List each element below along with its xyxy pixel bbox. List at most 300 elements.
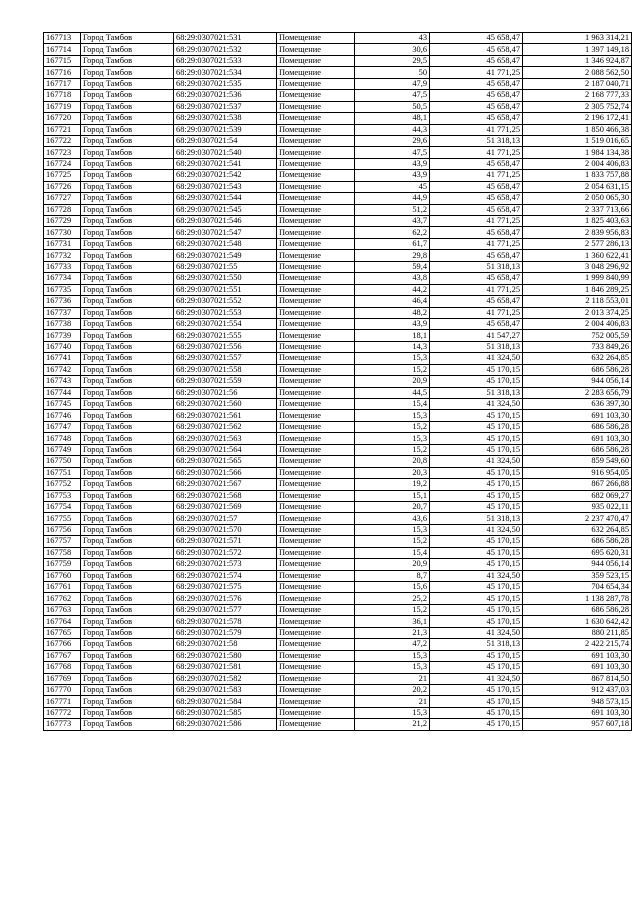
- cell-cadastral-value: 695 620,31: [523, 547, 632, 558]
- cell-area: 29,8: [355, 250, 430, 261]
- cell-unit-value: 45 658,47: [430, 296, 523, 307]
- cell-cadastral-value: 2 422 215,74: [523, 639, 632, 650]
- cell-cadastral-number: 68:29:0307021:542: [174, 170, 277, 181]
- cell-area: 48,2: [355, 307, 430, 318]
- cell-cadastral-value: 733 849,26: [523, 341, 632, 352]
- cell-unit-value: 45 170,15: [430, 582, 523, 593]
- cell-cadastral-value: 752 005,59: [523, 330, 632, 341]
- cell-city: Город Тамбов: [81, 627, 174, 638]
- cell-city: Город Тамбов: [81, 353, 174, 364]
- table-row: [44, 387, 632, 398]
- table-row: [44, 353, 632, 364]
- cell-row-id: 167757: [44, 536, 81, 547]
- cell-cadastral-number: 68:29:0307021:571: [174, 536, 277, 547]
- cell-area: 50: [355, 67, 430, 78]
- cell-unit-value: 45 658,47: [430, 204, 523, 215]
- cell-cadastral-value: 1 963 314,21: [523, 33, 632, 44]
- cell-cadastral-value: 859 549,60: [523, 456, 632, 467]
- cell-cadastral-number: 68:29:0307021:577: [174, 604, 277, 615]
- cell-object-type: Помещение: [277, 67, 355, 78]
- cell-object-type: Помещение: [277, 547, 355, 558]
- cell-object-type: Помещение: [277, 55, 355, 66]
- cell-city: Город Тамбов: [81, 33, 174, 44]
- table-row: [44, 467, 632, 478]
- cell-cadastral-value: 2 577 286,13: [523, 238, 632, 249]
- cell-cadastral-number: 68:29:0307021:561: [174, 410, 277, 421]
- cell-row-id: 167749: [44, 444, 81, 455]
- cell-object-type: Помещение: [277, 467, 355, 478]
- table-row: [44, 479, 632, 490]
- cell-row-id: 167739: [44, 330, 81, 341]
- cell-city: Город Тамбов: [81, 456, 174, 467]
- cell-unit-value: 41 324,50: [430, 524, 523, 535]
- cell-unit-value: 41 771,25: [430, 307, 523, 318]
- cell-area: 21,2: [355, 719, 430, 730]
- table-row: [44, 273, 632, 284]
- cell-cadastral-number: 68:29:0307021:54: [174, 135, 277, 146]
- cell-unit-value: 45 170,15: [430, 650, 523, 661]
- cell-area: 8,7: [355, 570, 430, 581]
- cell-unit-value: 45 658,47: [430, 113, 523, 124]
- cell-area: 47,5: [355, 147, 430, 158]
- cell-unit-value: 41 771,25: [430, 67, 523, 78]
- cell-unit-value: 45 170,15: [430, 662, 523, 673]
- cell-city: Город Тамбов: [81, 433, 174, 444]
- table-row: [44, 376, 632, 387]
- table-row: [44, 650, 632, 661]
- cell-city: Город Тамбов: [81, 238, 174, 249]
- cell-row-id: 167727: [44, 193, 81, 204]
- cell-object-type: Помещение: [277, 707, 355, 718]
- table-row: [44, 193, 632, 204]
- cell-object-type: Помещение: [277, 204, 355, 215]
- cell-area: 15,3: [355, 524, 430, 535]
- cell-city: Город Тамбов: [81, 90, 174, 101]
- cell-city: Город Тамбов: [81, 135, 174, 146]
- cell-area: 21,3: [355, 627, 430, 638]
- cell-city: Город Тамбов: [81, 559, 174, 570]
- cell-city: Город Тамбов: [81, 547, 174, 558]
- cell-area: 15,4: [355, 547, 430, 558]
- cell-unit-value: 45 170,15: [430, 547, 523, 558]
- cell-row-id: 167737: [44, 307, 81, 318]
- cell-area: 44,3: [355, 124, 430, 135]
- cell-area: 43,9: [355, 318, 430, 329]
- cell-object-type: Помещение: [277, 227, 355, 238]
- cell-city: Город Тамбов: [81, 479, 174, 490]
- cell-unit-value: 45 658,47: [430, 193, 523, 204]
- cell-cadastral-value: 686 586,28: [523, 421, 632, 432]
- cell-cadastral-value: 912 437,03: [523, 684, 632, 695]
- cell-row-id: 167736: [44, 296, 81, 307]
- cell-cadastral-number: 68:29:0307021:574: [174, 570, 277, 581]
- cell-area: 43,6: [355, 513, 430, 524]
- table-row: [44, 639, 632, 650]
- cell-object-type: Помещение: [277, 387, 355, 398]
- cell-city: Город Тамбов: [81, 650, 174, 661]
- cell-city: Город Тамбов: [81, 364, 174, 375]
- cell-area: 15,3: [355, 707, 430, 718]
- table-row: [44, 662, 632, 673]
- cell-object-type: Помещение: [277, 330, 355, 341]
- cell-area: 21: [355, 696, 430, 707]
- cell-object-type: Помещение: [277, 421, 355, 432]
- cell-cadastral-value: 2 305 752,74: [523, 101, 632, 112]
- cell-area: 44,2: [355, 284, 430, 295]
- cell-row-id: 167770: [44, 684, 81, 695]
- cell-cadastral-value: 691 103,30: [523, 662, 632, 673]
- cell-city: Город Тамбов: [81, 593, 174, 604]
- cell-unit-value: 45 170,15: [430, 410, 523, 421]
- cell-cadastral-number: 68:29:0307021:535: [174, 78, 277, 89]
- cell-cadastral-number: 68:29:0307021:562: [174, 421, 277, 432]
- table-row: [44, 582, 632, 593]
- cell-unit-value: 45 170,15: [430, 364, 523, 375]
- cell-unit-value: 45 170,15: [430, 479, 523, 490]
- cell-area: 15,2: [355, 421, 430, 432]
- cell-city: Город Тамбов: [81, 216, 174, 227]
- cell-city: Город Тамбов: [81, 227, 174, 238]
- cell-row-id: 167722: [44, 135, 81, 146]
- cell-unit-value: 45 658,47: [430, 101, 523, 112]
- cell-unit-value: 51 318,13: [430, 387, 523, 398]
- cell-city: Город Тамбов: [81, 318, 174, 329]
- cell-row-id: 167725: [44, 170, 81, 181]
- cell-unit-value: 45 658,47: [430, 318, 523, 329]
- cell-city: Город Тамбов: [81, 170, 174, 181]
- cell-cadastral-value: 948 573,15: [523, 696, 632, 707]
- cell-unit-value: 51 318,13: [430, 261, 523, 272]
- table-row: [44, 318, 632, 329]
- table-row: [44, 547, 632, 558]
- table-row: [44, 124, 632, 135]
- cadastral-value-table: [43, 32, 632, 731]
- cell-cadastral-value: 880 211,85: [523, 627, 632, 638]
- table-row: [44, 170, 632, 181]
- cell-unit-value: 45 658,47: [430, 33, 523, 44]
- cell-cadastral-number: 68:29:0307021:550: [174, 273, 277, 284]
- cell-area: 43,9: [355, 158, 430, 169]
- cell-unit-value: 45 170,15: [430, 684, 523, 695]
- cell-unit-value: 41 324,50: [430, 570, 523, 581]
- cell-city: Город Тамбов: [81, 662, 174, 673]
- cell-unit-value: 41 771,25: [430, 216, 523, 227]
- cell-area: 50,5: [355, 101, 430, 112]
- cell-area: 15,4: [355, 399, 430, 410]
- cell-object-type: Помещение: [277, 147, 355, 158]
- cell-cadastral-number: 68:29:0307021:540: [174, 147, 277, 158]
- cell-row-id: 167743: [44, 376, 81, 387]
- cell-unit-value: 45 658,47: [430, 90, 523, 101]
- table-row: [44, 67, 632, 78]
- table-row: [44, 307, 632, 318]
- cell-cadastral-number: 68:29:0307021:565: [174, 456, 277, 467]
- cell-object-type: Помещение: [277, 101, 355, 112]
- cell-object-type: Помещение: [277, 399, 355, 410]
- cell-object-type: Помещение: [277, 433, 355, 444]
- cell-cadastral-value: 704 654,34: [523, 582, 632, 593]
- cell-cadastral-value: 691 103,30: [523, 650, 632, 661]
- cell-cadastral-value: 944 056,14: [523, 559, 632, 570]
- cell-cadastral-number: 68:29:0307021:581: [174, 662, 277, 673]
- cell-unit-value: 41 771,25: [430, 124, 523, 135]
- cell-cadastral-value: 1 846 289,25: [523, 284, 632, 295]
- cell-cadastral-value: 359 523,15: [523, 570, 632, 581]
- table-row: [44, 204, 632, 215]
- cell-unit-value: 41 324,50: [430, 399, 523, 410]
- cell-unit-value: 51 318,13: [430, 135, 523, 146]
- cell-cadastral-number: 68:29:0307021:578: [174, 616, 277, 627]
- cell-unit-value: 41 771,25: [430, 284, 523, 295]
- cell-city: Город Тамбов: [81, 467, 174, 478]
- cell-cadastral-number: 68:29:0307021:539: [174, 124, 277, 135]
- cell-cadastral-number: 68:29:0307021:554: [174, 318, 277, 329]
- table-row: [44, 113, 632, 124]
- cell-cadastral-value: 1 825 403,63: [523, 216, 632, 227]
- table-row: [44, 616, 632, 627]
- cell-cadastral-value: 2 196 172,41: [523, 113, 632, 124]
- cell-unit-value: 45 170,15: [430, 593, 523, 604]
- cell-cadastral-number: 68:29:0307021:541: [174, 158, 277, 169]
- cell-object-type: Помещение: [277, 318, 355, 329]
- table-row: [44, 627, 632, 638]
- cell-object-type: Помещение: [277, 684, 355, 695]
- cell-object-type: Помещение: [277, 158, 355, 169]
- cell-row-id: 167756: [44, 524, 81, 535]
- cell-object-type: Помещение: [277, 341, 355, 352]
- cell-row-id: 167773: [44, 719, 81, 730]
- cell-unit-value: 45 170,15: [430, 490, 523, 501]
- cell-unit-value: 41 771,25: [430, 238, 523, 249]
- cell-cadastral-number: 68:29:0307021:531: [174, 33, 277, 44]
- table-row: [44, 570, 632, 581]
- table-row: [44, 55, 632, 66]
- cell-city: Город Тамбов: [81, 490, 174, 501]
- cell-object-type: Помещение: [277, 273, 355, 284]
- table-row: [44, 559, 632, 570]
- table-row: [44, 684, 632, 695]
- cell-object-type: Помещение: [277, 410, 355, 421]
- cell-cadastral-number: 68:29:0307021:544: [174, 193, 277, 204]
- cell-unit-value: 41 547,27: [430, 330, 523, 341]
- cell-unit-value: 51 318,13: [430, 341, 523, 352]
- cell-row-id: 167726: [44, 181, 81, 192]
- cell-row-id: 167724: [44, 158, 81, 169]
- cell-cadastral-value: 3 048 296,92: [523, 261, 632, 272]
- cell-object-type: Помещение: [277, 284, 355, 295]
- cell-row-id: 167758: [44, 547, 81, 558]
- cell-area: 25,2: [355, 593, 430, 604]
- cell-object-type: Помещение: [277, 113, 355, 124]
- cell-cadastral-value: 944 056,14: [523, 376, 632, 387]
- cell-city: Город Тамбов: [81, 44, 174, 55]
- table-row: [44, 238, 632, 249]
- cell-area: 43,8: [355, 273, 430, 284]
- cell-row-id: 167762: [44, 593, 81, 604]
- cell-cadastral-number: 68:29:0307021:536: [174, 90, 277, 101]
- cell-cadastral-number: 68:29:0307021:55: [174, 261, 277, 272]
- cell-object-type: Помещение: [277, 479, 355, 490]
- cell-row-id: 167715: [44, 55, 81, 66]
- cell-city: Город Тамбов: [81, 421, 174, 432]
- cell-city: Город Тамбов: [81, 147, 174, 158]
- cell-unit-value: 45 658,47: [430, 158, 523, 169]
- cell-cadastral-number: 68:29:0307021:567: [174, 479, 277, 490]
- cell-unit-value: 41 324,50: [430, 673, 523, 684]
- cell-cadastral-value: 957 607,18: [523, 719, 632, 730]
- cell-cadastral-number: 68:29:0307021:549: [174, 250, 277, 261]
- cell-area: 51,2: [355, 204, 430, 215]
- cell-object-type: Помещение: [277, 559, 355, 570]
- cell-city: Город Тамбов: [81, 719, 174, 730]
- cell-cadastral-value: 1 346 924,87: [523, 55, 632, 66]
- cell-city: Город Тамбов: [81, 113, 174, 124]
- table-row: [44, 456, 632, 467]
- cell-area: 30,6: [355, 44, 430, 55]
- cell-cadastral-value: 2 054 631,15: [523, 181, 632, 192]
- cell-cadastral-value: 1 519 016,65: [523, 135, 632, 146]
- cell-row-id: 167767: [44, 650, 81, 661]
- cell-row-id: 167744: [44, 387, 81, 398]
- cell-unit-value: 41 771,25: [430, 147, 523, 158]
- cell-cadastral-number: 68:29:0307021:532: [174, 44, 277, 55]
- cell-area: 59,4: [355, 261, 430, 272]
- cell-object-type: Помещение: [277, 353, 355, 364]
- cell-unit-value: 45 170,15: [430, 501, 523, 512]
- cell-cadastral-number: 68:29:0307021:576: [174, 593, 277, 604]
- cell-cadastral-value: 2 088 562,50: [523, 67, 632, 78]
- cell-cadastral-value: 686 586,28: [523, 364, 632, 375]
- cell-area: 20,3: [355, 467, 430, 478]
- cell-city: Город Тамбов: [81, 307, 174, 318]
- cell-object-type: Помещение: [277, 536, 355, 547]
- cell-cadastral-number: 68:29:0307021:57: [174, 513, 277, 524]
- cell-object-type: Помещение: [277, 501, 355, 512]
- cell-area: 43,7: [355, 216, 430, 227]
- cell-cadastral-number: 68:29:0307021:558: [174, 364, 277, 375]
- cell-unit-value: 45 170,15: [430, 444, 523, 455]
- cell-row-id: 167728: [44, 204, 81, 215]
- table-row: [44, 181, 632, 192]
- cell-unit-value: 45 170,15: [430, 433, 523, 444]
- cell-area: 61,7: [355, 238, 430, 249]
- cell-cadastral-number: 68:29:0307021:560: [174, 399, 277, 410]
- table-row: [44, 524, 632, 535]
- cell-object-type: Помещение: [277, 261, 355, 272]
- cell-row-id: 167734: [44, 273, 81, 284]
- cell-row-id: 167761: [44, 582, 81, 593]
- cell-cadastral-number: 68:29:0307021:583: [174, 684, 277, 695]
- cell-cadastral-value: 2 013 374,25: [523, 307, 632, 318]
- cell-area: 15,3: [355, 650, 430, 661]
- cell-row-id: 167750: [44, 456, 81, 467]
- cell-object-type: Помещение: [277, 181, 355, 192]
- cell-cadastral-number: 68:29:0307021:582: [174, 673, 277, 684]
- cell-cadastral-number: 68:29:0307021:557: [174, 353, 277, 364]
- cell-cadastral-value: 2 839 956,83: [523, 227, 632, 238]
- cell-row-id: 167764: [44, 616, 81, 627]
- table-row: [44, 410, 632, 421]
- cell-unit-value: 45 658,47: [430, 78, 523, 89]
- table-row: [44, 673, 632, 684]
- cell-cadastral-number: 68:29:0307021:547: [174, 227, 277, 238]
- cell-object-type: Помещение: [277, 639, 355, 650]
- cell-area: 15,2: [355, 536, 430, 547]
- cell-city: Город Тамбов: [81, 513, 174, 524]
- cell-area: 62,2: [355, 227, 430, 238]
- cell-area: 19,2: [355, 479, 430, 490]
- cell-cadastral-number: 68:29:0307021:580: [174, 650, 277, 661]
- cell-object-type: Помещение: [277, 307, 355, 318]
- cell-object-type: Помещение: [277, 296, 355, 307]
- cell-row-id: 167752: [44, 479, 81, 490]
- cell-cadastral-value: 1 984 134,38: [523, 147, 632, 158]
- cell-city: Город Тамбов: [81, 684, 174, 695]
- cell-unit-value: 45 170,15: [430, 719, 523, 730]
- cell-object-type: Помещение: [277, 616, 355, 627]
- cell-area: 43,9: [355, 170, 430, 181]
- cell-cadastral-number: 68:29:0307021:548: [174, 238, 277, 249]
- cell-area: 15,2: [355, 444, 430, 455]
- cell-cadastral-number: 68:29:0307021:56: [174, 387, 277, 398]
- cell-row-id: 167721: [44, 124, 81, 135]
- table-row: [44, 284, 632, 295]
- table-row: [44, 536, 632, 547]
- cell-object-type: Помещение: [277, 193, 355, 204]
- cell-area: 20,2: [355, 684, 430, 695]
- cell-row-id: 167747: [44, 421, 81, 432]
- cell-cadastral-value: 867 814,50: [523, 673, 632, 684]
- cell-object-type: Помещение: [277, 216, 355, 227]
- cell-row-id: 167742: [44, 364, 81, 375]
- cell-area: 36,1: [355, 616, 430, 627]
- table-row: [44, 44, 632, 55]
- table-row: [44, 261, 632, 272]
- cell-unit-value: 45 170,15: [430, 604, 523, 615]
- cell-area: 15,3: [355, 662, 430, 673]
- cell-city: Город Тамбов: [81, 524, 174, 535]
- cell-cadastral-number: 68:29:0307021:546: [174, 216, 277, 227]
- cell-cadastral-number: 68:29:0307021:538: [174, 113, 277, 124]
- cell-object-type: Помещение: [277, 250, 355, 261]
- cell-row-id: 167716: [44, 67, 81, 78]
- cell-object-type: Помещение: [277, 444, 355, 455]
- cell-object-type: Помещение: [277, 662, 355, 673]
- cell-unit-value: 41 771,25: [430, 170, 523, 181]
- cell-cadastral-value: 2 050 065,30: [523, 193, 632, 204]
- cell-unit-value: 45 170,15: [430, 376, 523, 387]
- cell-cadastral-value: 2 004 406,83: [523, 318, 632, 329]
- cell-area: 44,5: [355, 387, 430, 398]
- cell-row-id: 167735: [44, 284, 81, 295]
- cell-row-id: 167738: [44, 318, 81, 329]
- cell-city: Город Тамбов: [81, 250, 174, 261]
- cell-city: Город Тамбов: [81, 330, 174, 341]
- table-row: [44, 444, 632, 455]
- cell-cadastral-value: 686 586,28: [523, 444, 632, 455]
- cell-unit-value: 51 318,13: [430, 639, 523, 650]
- cell-city: Город Тамбов: [81, 387, 174, 398]
- cell-row-id: 167751: [44, 467, 81, 478]
- cell-cadastral-value: 2 168 777,33: [523, 90, 632, 101]
- cell-cadastral-number: 68:29:0307021:579: [174, 627, 277, 638]
- cell-area: 21: [355, 673, 430, 684]
- cell-cadastral-value: 2 337 713,66: [523, 204, 632, 215]
- cell-area: 44,9: [355, 193, 430, 204]
- cell-row-id: 167746: [44, 410, 81, 421]
- table-row: [44, 135, 632, 146]
- cell-area: 15,2: [355, 604, 430, 615]
